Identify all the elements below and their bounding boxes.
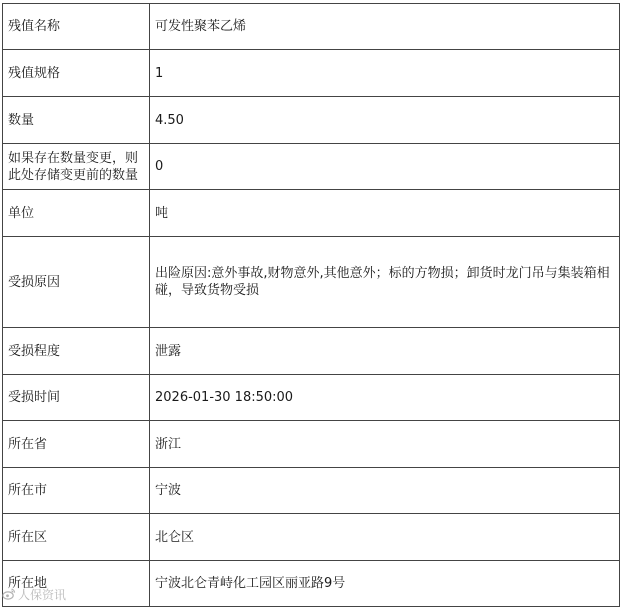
table-row [3, 190, 620, 237]
row-value: 2026-01-30 18:50:00 [150, 375, 620, 421]
table-row [3, 237, 620, 328]
row-label: 残值名称 [3, 4, 150, 50]
table-row [3, 561, 620, 607]
row-label: 受损原因 [3, 237, 150, 328]
row-value: 宁波北仑青峙化工园区丽亚路9号 [150, 561, 620, 607]
table-row [3, 97, 620, 144]
row-value: 可发性聚苯乙烯 [150, 4, 620, 50]
row-value: 宁波 [150, 468, 620, 514]
row-value: 1 [150, 50, 620, 97]
row-label: 所在省 [3, 421, 150, 468]
row-label: 如果存在数量变更，则此处存储变更前的数量 [3, 144, 150, 190]
table-row [3, 328, 620, 375]
table-row [3, 514, 620, 561]
watermark-text: 人保资讯 [18, 588, 67, 602]
row-label: 受损时间 [3, 375, 150, 421]
row-label: 受损程度 [3, 328, 150, 375]
row-value: 4.50 [150, 97, 620, 144]
table-row [3, 421, 620, 468]
row-value: 0 [150, 144, 620, 190]
table-row [3, 468, 620, 514]
row-label: 残值规格 [3, 50, 150, 97]
row-value: 北仑区 [150, 514, 620, 561]
row-value: 浙江 [150, 421, 620, 468]
row-value: 泄露 [150, 328, 620, 375]
watermark [2, 586, 66, 603]
row-label: 所在地 [3, 561, 150, 607]
row-value: 出险原因:意外事故,财物意外,其他意外；标的方物损；卸货时龙门吊与集装箱相碰，导致货物受损 [150, 237, 620, 328]
row-value: 吨 [150, 190, 620, 237]
table-row [3, 50, 620, 97]
table-row [3, 144, 620, 190]
row-label: 数量 [3, 97, 150, 144]
salvage-info-table [2, 3, 620, 607]
table-row [3, 375, 620, 421]
row-label: 所在区 [3, 514, 150, 561]
table-row [3, 4, 620, 50]
weibo-icon [2, 587, 16, 601]
row-label: 单位 [3, 190, 150, 237]
row-label: 所在市 [3, 468, 150, 514]
